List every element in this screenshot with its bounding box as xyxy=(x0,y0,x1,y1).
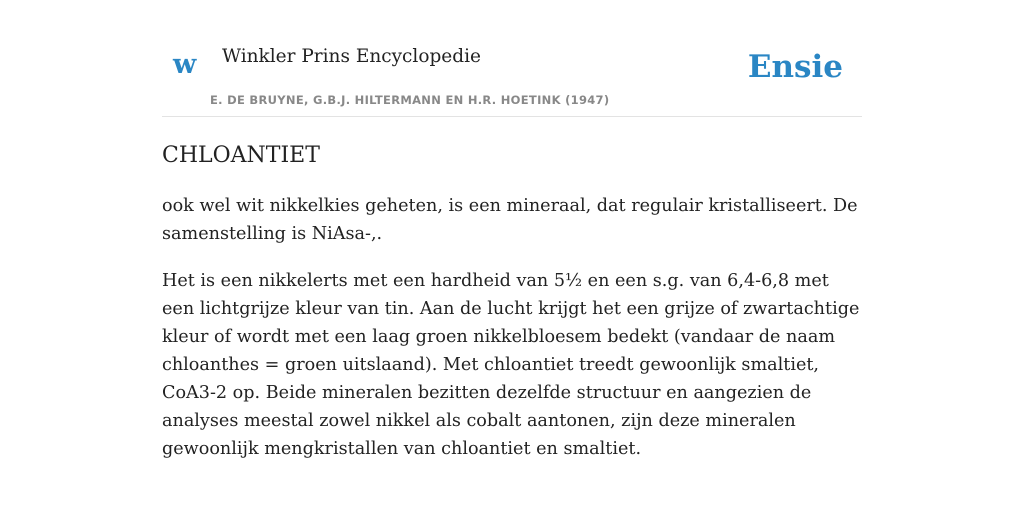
entry-title: CHLOANTIET xyxy=(162,143,320,168)
book-authors: E. DE BRUYNE, G.B.J. HILTERMANN EN H.R. HOETINK (1947) xyxy=(210,93,610,107)
ensie-logo[interactable]: Ensie xyxy=(747,49,843,85)
winkler-prins-logo[interactable]: w xyxy=(173,49,197,80)
entry-paragraph: ook wel wit nikkelkies geheten, is een mineraal, dat regulair kristalliseert. De samenstelling is NiAsa-,. xyxy=(162,196,858,245)
book-title[interactable]: Winkler Prins Encyclopedie xyxy=(222,46,481,67)
page-container xyxy=(162,0,862,463)
book-header xyxy=(162,0,862,117)
entry-paragraph: Het is een nikkelerts met een hardheid van 5½ en een s.g. van 6,4-6,8 met een lichtgrijze kleur van tin. Aan de lucht krijgt het een grijze of zwartachtige kleur of wordt met een laag groen nikkelbloesem bedekt (vandaar de naam chloanthes = groen uitslaand). Met chloantiet treedt gewoonlijk smaltiet, CoA3-2 op. Beide mineralen bezitten dezelfde structuur en aangezien de analyses meestal zowel nikkel als cobalt aantonen, zijn deze mineralen gewoonlijk mengkristallen van chloantiet en smaltiet. xyxy=(162,271,860,460)
